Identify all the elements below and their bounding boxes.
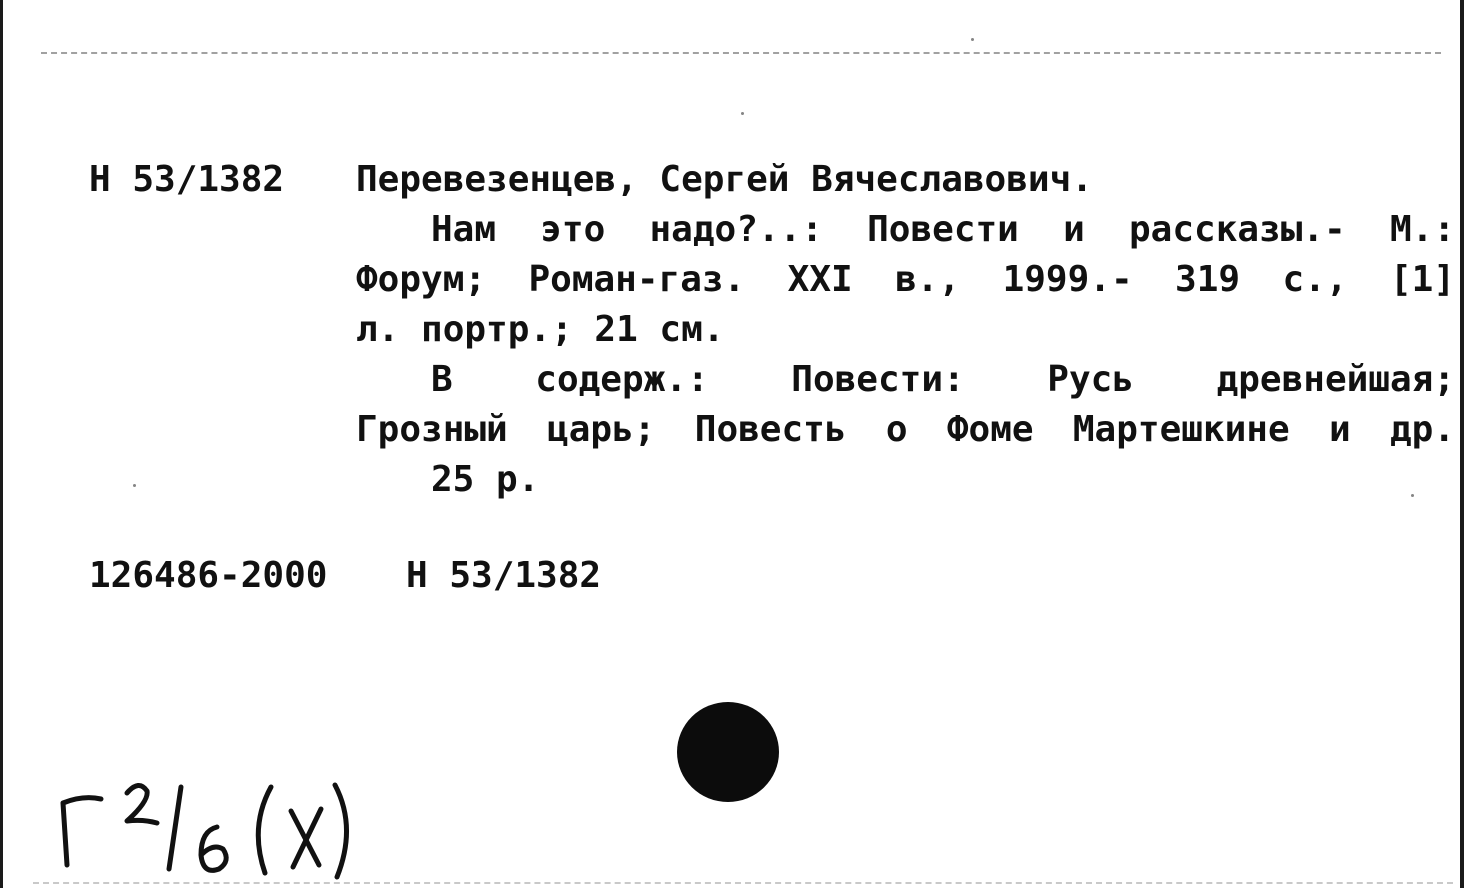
- handwritten-shelf-mark: [53, 765, 363, 880]
- top-rule: [41, 52, 1441, 54]
- price: 25 р.: [431, 459, 540, 500]
- punch-hole: [677, 702, 779, 802]
- inventory-number: 126486-2000: [89, 555, 328, 596]
- call-number: Н 53/1382: [89, 159, 285, 200]
- contents-line-2: Грозный царь; Повесть о Фоме Мартешкине и др.: [356, 409, 1455, 450]
- scan-speck: [971, 38, 974, 41]
- title-line-2: Форум; Роман-газ. XXI в., 1999.- 319 с., [1]: [356, 259, 1455, 300]
- title-line-3: л. портр.; 21 см.: [356, 309, 725, 350]
- scan-speck: [1411, 494, 1414, 497]
- scan-speck: [133, 484, 136, 487]
- scan-speck: [741, 112, 744, 115]
- footer-call-number: Н 53/1382: [406, 555, 602, 596]
- title-line-1: Нам это надо?..: Повести и рассказы.- М.:: [431, 209, 1455, 250]
- contents-line-1: В содерж.: Повести: Русь древнейшая;: [431, 359, 1455, 400]
- bottom-rule: [33, 882, 1453, 884]
- author-heading: Перевезенцев, Сергей Вячеславович.: [356, 159, 1093, 200]
